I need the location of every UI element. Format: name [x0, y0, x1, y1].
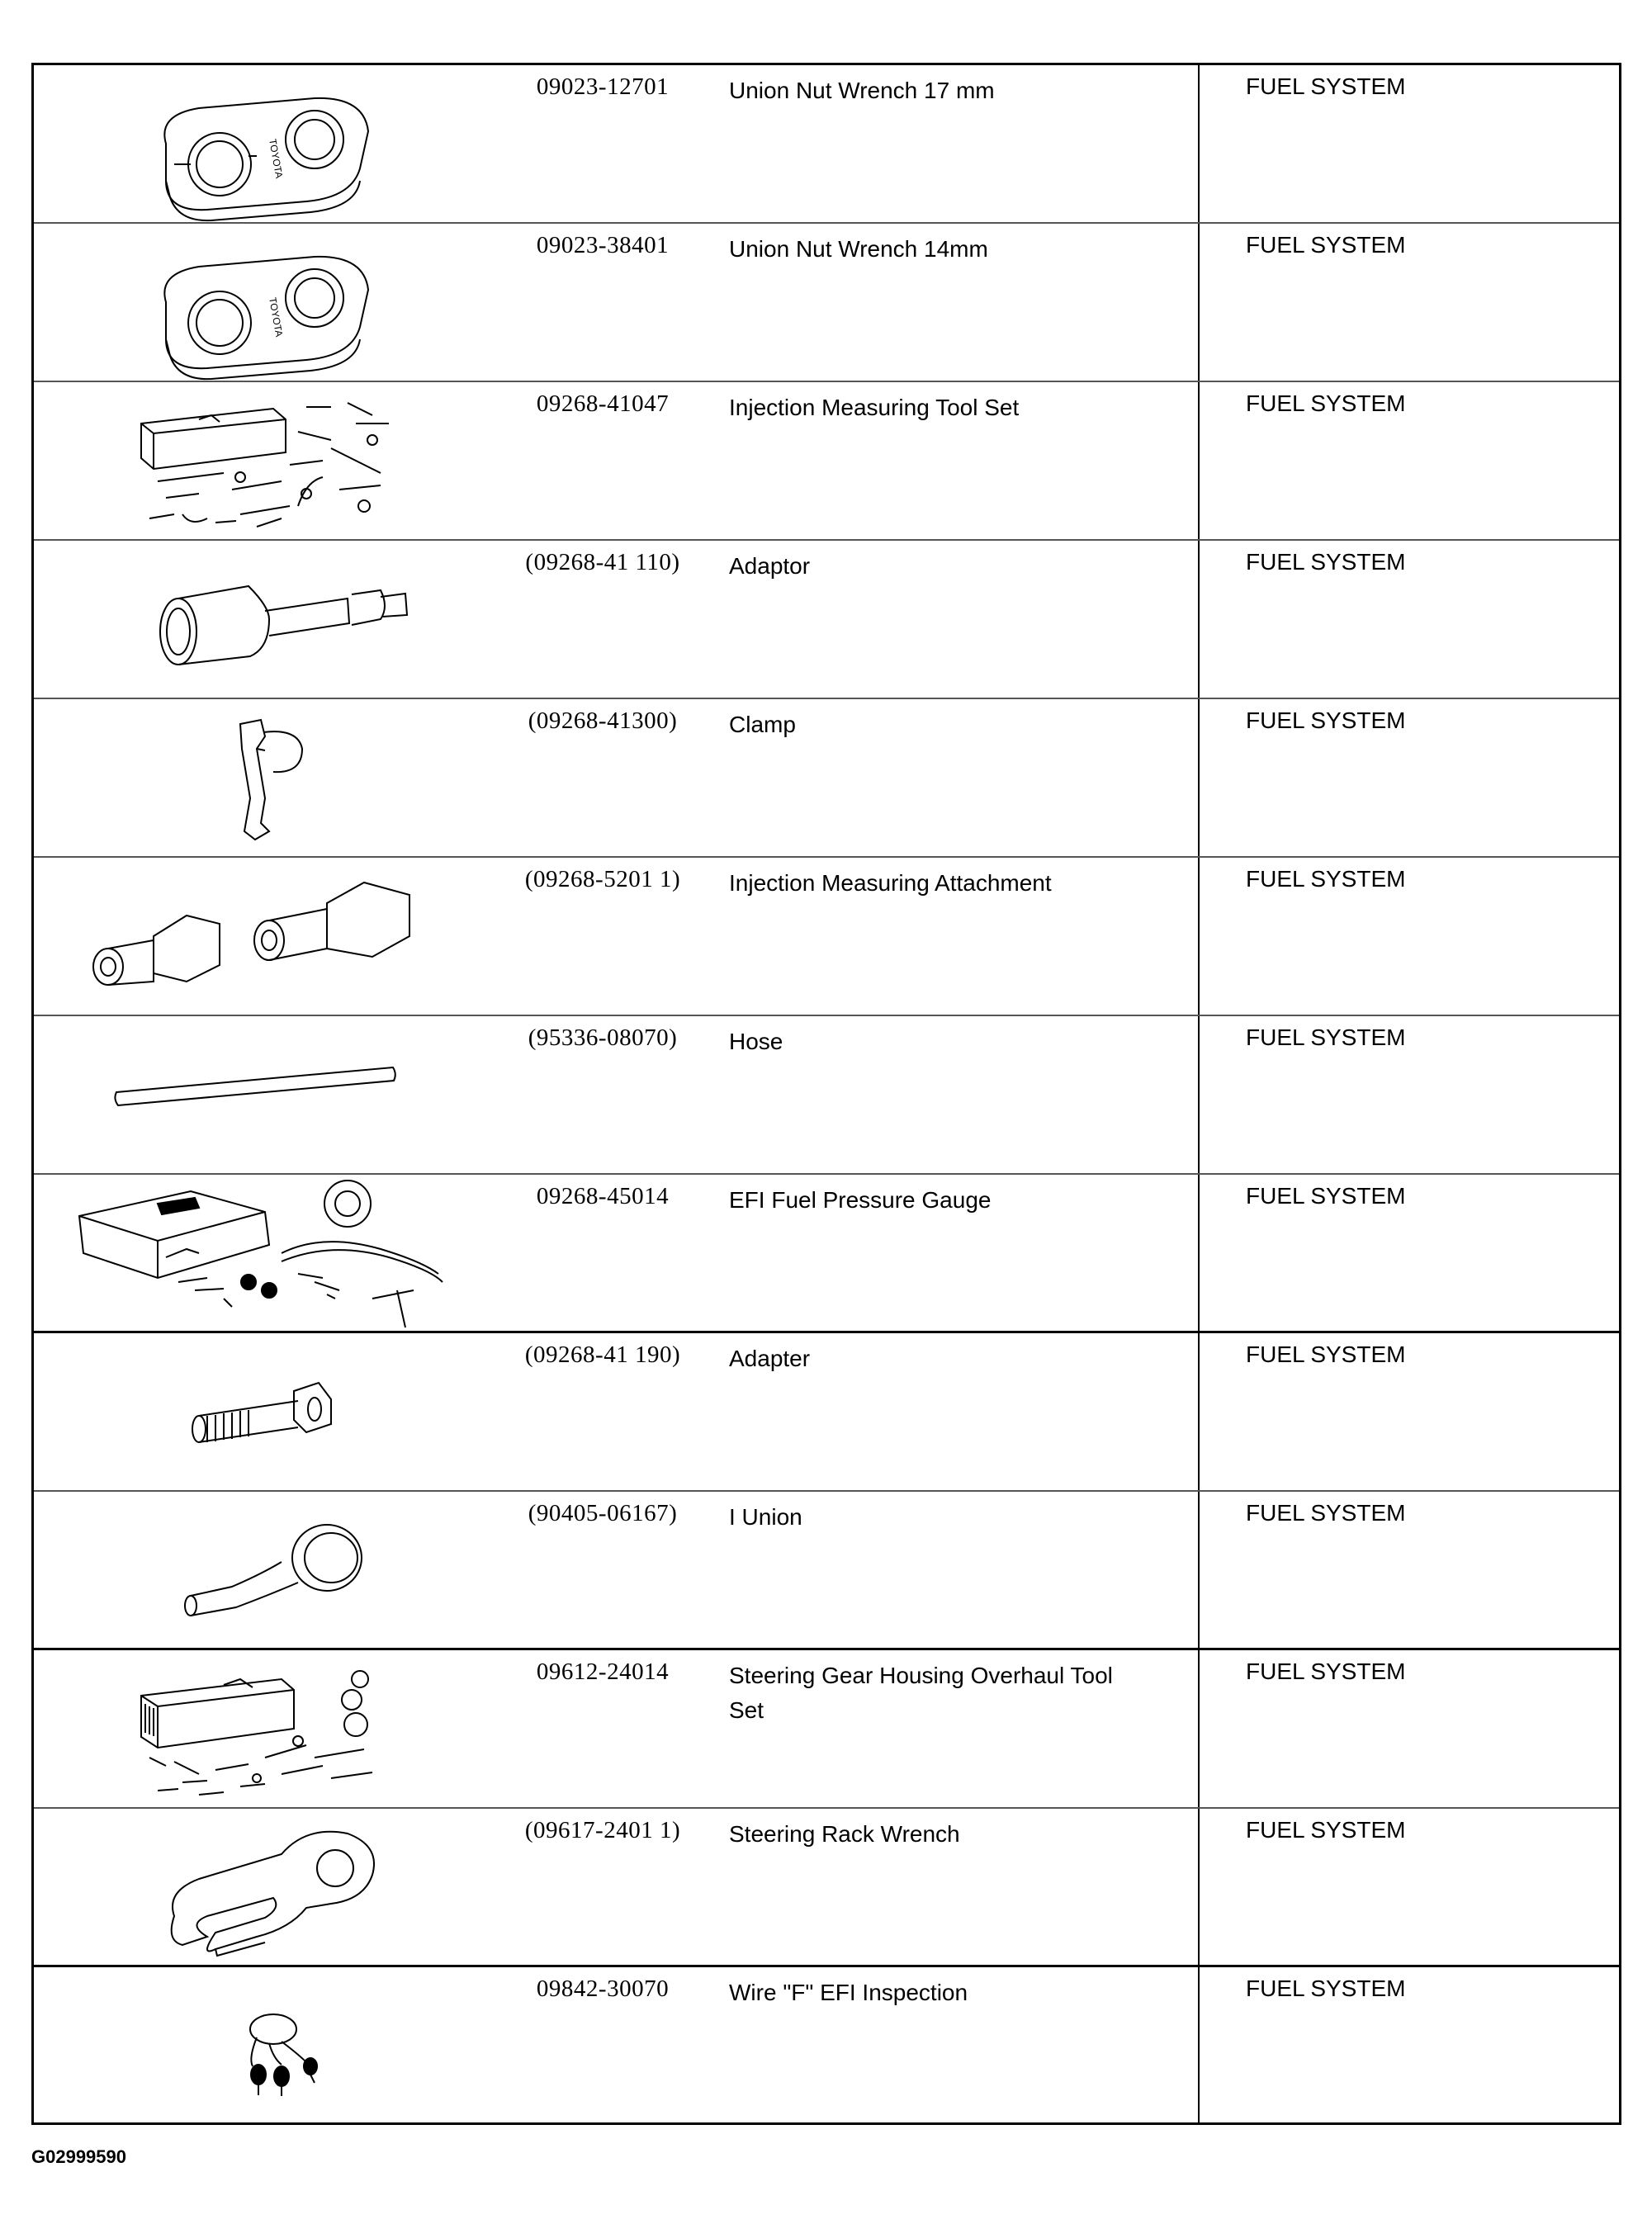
union-icon	[34, 1492, 496, 1650]
table-row	[34, 699, 1619, 858]
part-number: (09268-41300)	[528, 707, 678, 734]
table-row	[34, 1016, 1619, 1175]
table-row	[34, 541, 1619, 699]
section-name: FUEL SYSTEM	[1246, 1500, 1406, 1526]
part-number: 09612-24014	[536, 1659, 670, 1685]
tool-set-icon	[34, 382, 496, 541]
clamp-icon	[34, 699, 496, 858]
tool-description: Union Nut Wrench 14mm	[729, 236, 988, 262]
table-row	[34, 65, 1619, 224]
section-name: FUEL SYSTEM	[1246, 1183, 1406, 1209]
section-name: FUEL SYSTEM	[1246, 866, 1406, 892]
tool-description: Steering Rack Wrench	[729, 1821, 960, 1847]
part-number: (09617-2401 1)	[524, 1817, 681, 1843]
section-name: FUEL SYSTEM	[1246, 232, 1406, 258]
bolt-adapter-icon	[34, 1333, 496, 1492]
table-row	[34, 1492, 1619, 1650]
part-number: 09842-30070	[536, 1976, 670, 2002]
table-row	[34, 1650, 1619, 1809]
tool-description: Hose	[729, 1029, 783, 1054]
table-row	[34, 224, 1619, 382]
pressure-gauge-kit-icon	[34, 1175, 496, 1333]
section-name: FUEL SYSTEM	[1246, 549, 1406, 575]
part-number: 09023-12701	[536, 73, 670, 100]
steering-tool-set-icon	[34, 1650, 496, 1809]
tool-description: Union Nut Wrench 17 mm	[729, 78, 995, 103]
part-number: (90405-06167)	[528, 1500, 678, 1526]
tool-description: Steering Gear Housing Overhaul Tool Set	[729, 1663, 1113, 1723]
svg-text:TOYOTA: TOYOTA	[267, 138, 286, 180]
rack-wrench-icon	[34, 1809, 496, 1967]
hose-icon	[34, 1016, 496, 1175]
table-row	[34, 1333, 1619, 1492]
part-number: 09268-45014	[536, 1183, 670, 1209]
table-row	[34, 1175, 1619, 1333]
tool-description: Wire "F" EFI Inspection	[729, 1980, 968, 2005]
tool-description: Adapter	[729, 1346, 811, 1371]
union-nut-wrench-icon	[34, 224, 496, 382]
table-row	[34, 858, 1619, 1016]
figure-id: G02999590	[31, 2146, 126, 2167]
tool-description: I Union	[729, 1504, 802, 1530]
table-row	[34, 1967, 1619, 2126]
section-name: FUEL SYSTEM	[1246, 1976, 1406, 2001]
table-row	[34, 382, 1619, 541]
section-name: FUEL SYSTEM	[1246, 707, 1406, 733]
table-row	[34, 1809, 1619, 1967]
part-number: 09268-41047	[536, 390, 670, 417]
adaptor-icon	[34, 541, 496, 699]
section-name: FUEL SYSTEM	[1246, 1024, 1406, 1050]
section-name: FUEL SYSTEM	[1246, 73, 1406, 99]
attachment-icon	[34, 858, 496, 1016]
tool-description: Injection Measuring Attachment	[729, 870, 1052, 896]
special-tools-table	[31, 63, 1621, 2125]
part-number: (09268-5201 1)	[524, 866, 681, 892]
part-number: (09268-41 110)	[525, 549, 680, 575]
section-name: FUEL SYSTEM	[1246, 1659, 1406, 1684]
part-number: (09268-41 190)	[524, 1341, 681, 1368]
wire-icon	[34, 1967, 496, 2126]
part-number: (95336-08070)	[528, 1024, 678, 1051]
union-nut-wrench-icon	[34, 65, 496, 224]
section-name: FUEL SYSTEM	[1246, 390, 1406, 416]
tool-description: Clamp	[729, 712, 796, 737]
svg-text:TOYOTA: TOYOTA	[267, 296, 286, 338]
tool-description: Injection Measuring Tool Set	[729, 395, 1020, 420]
section-name: FUEL SYSTEM	[1246, 1341, 1406, 1367]
section-name: FUEL SYSTEM	[1246, 1817, 1406, 1843]
tool-description: EFI Fuel Pressure Gauge	[729, 1187, 992, 1213]
tool-description: Adaptor	[729, 553, 811, 579]
part-number: 09023-38401	[536, 232, 670, 258]
